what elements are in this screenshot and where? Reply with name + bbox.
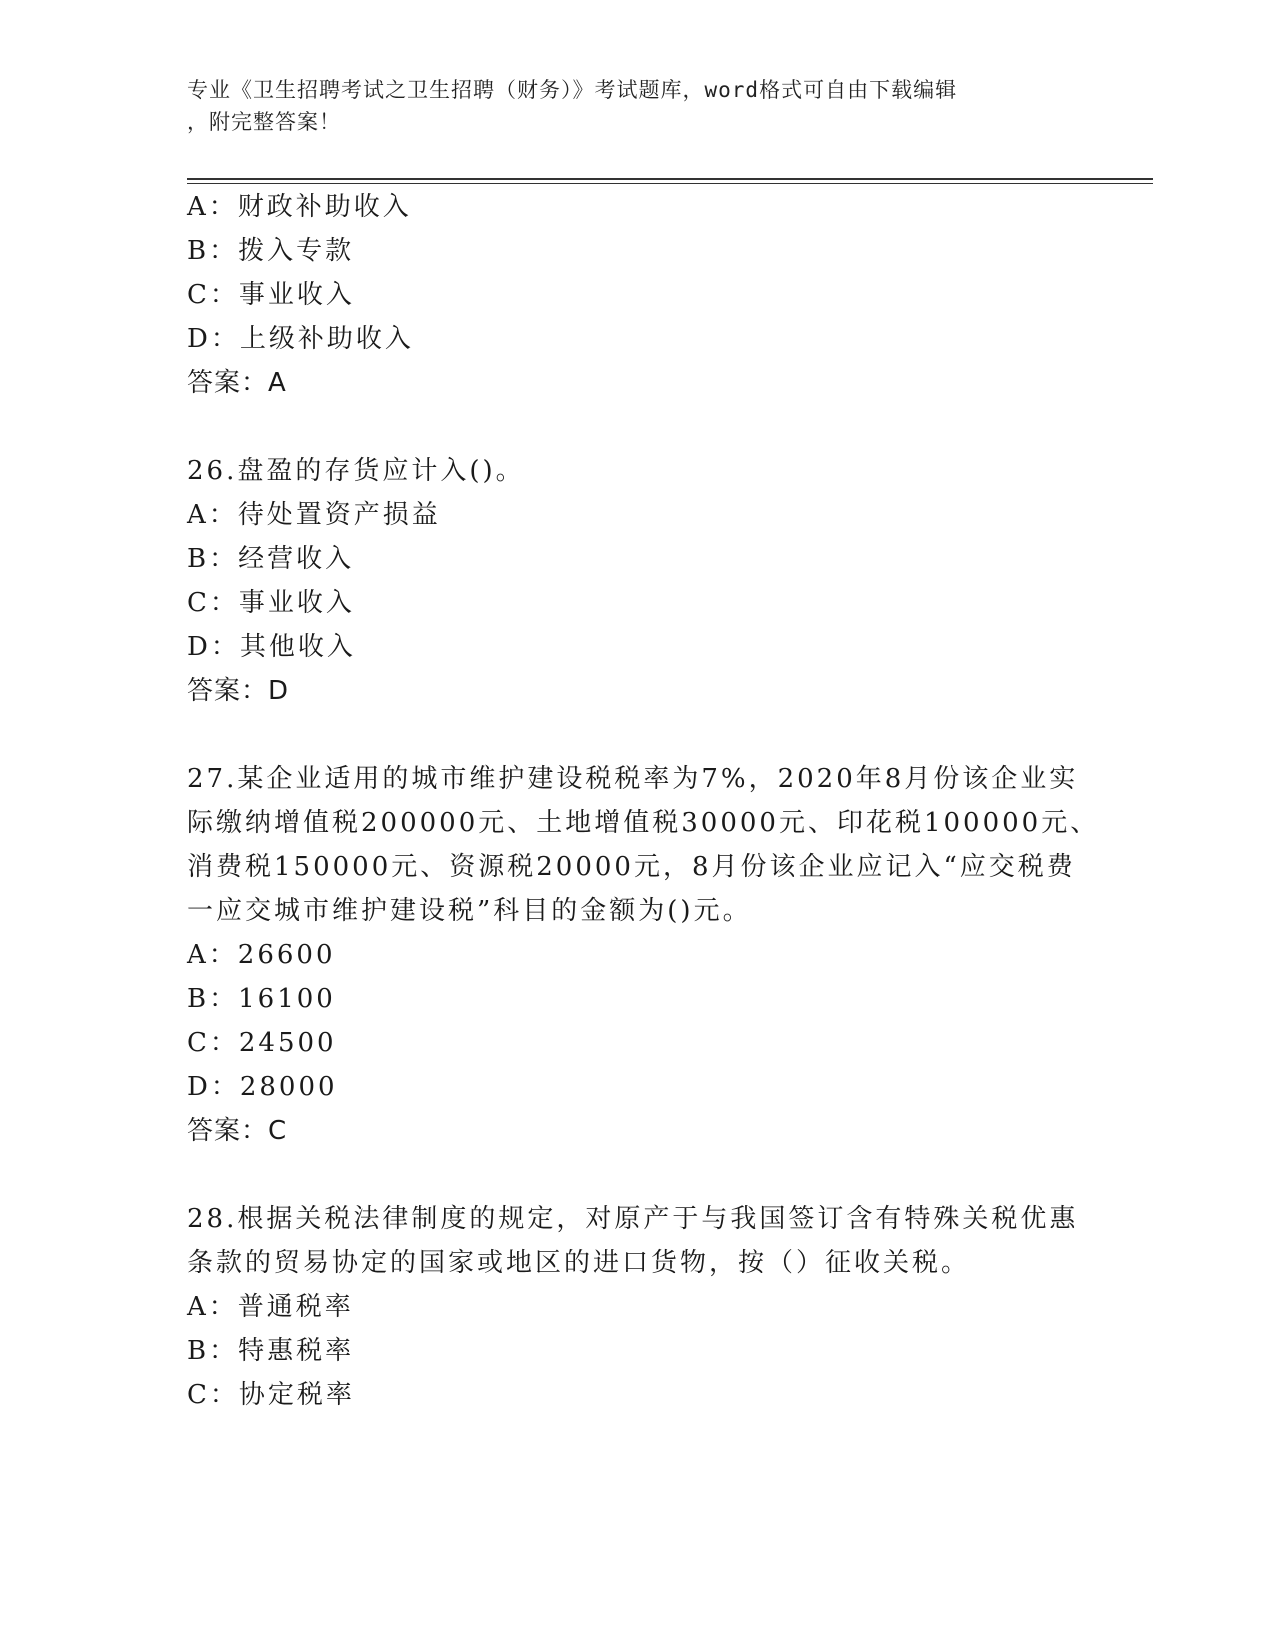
header-line-2: ，附完整答案！ <box>187 110 341 134</box>
q25-answer: 答案：A <box>187 368 287 398</box>
q28-stem-line-1: 28.根据关税法律制度的规定，对原产于与我国签订含有特殊关税优惠 <box>187 1204 1079 1234</box>
q26-option-b: B：经营收入 <box>187 544 355 574</box>
q25-option-d: D：上级补助收入 <box>187 324 414 354</box>
document-header <box>187 74 1087 138</box>
q27-stem-line-4: 一应交城市维护建设税”科目的金额为()元。 <box>187 896 752 926</box>
q26-option-c: C：事业收入 <box>187 588 355 618</box>
q27-option-a: A：26600 <box>187 940 336 970</box>
q27-stem-line-3: 消费税150000元、资源税20000元，8月份该企业应记入“应交税费 <box>187 852 1076 882</box>
q26-option-d: D：其他收入 <box>187 632 356 662</box>
q27-stem-line-1: 27.某企业适用的城市维护建设税税率为7%，2020年8月份该企业实 <box>187 764 1079 794</box>
header-divider-thin <box>187 183 1153 184</box>
q26-answer: 答案：D <box>187 676 290 706</box>
q26-stem: 26.盘盈的存货应计入()。 <box>187 456 525 486</box>
q25-option-a: A：财政补助收入 <box>187 192 412 222</box>
q27-answer: 答案：C <box>187 1116 288 1146</box>
header-divider-thick <box>187 178 1153 180</box>
header-line-1: 专业《卫生招聘考试之卫生招聘（财务）》考试题库，word格式可自由下载编辑 <box>187 78 958 102</box>
q28-option-b: B：特惠税率 <box>187 1336 355 1366</box>
q27-option-d: D：28000 <box>187 1072 338 1102</box>
q28-stem-line-2: 条款的贸易协定的国家或地区的进口货物，按（）征收关税。 <box>187 1248 971 1278</box>
q27-stem-line-2: 际缴纳增值税200000元、土地增值税30000元、印花税100000元、 <box>187 808 1100 838</box>
q25-option-c: C：事业收入 <box>187 280 355 310</box>
q28-option-a: A：普通税率 <box>187 1292 354 1322</box>
q27-option-b: B：16100 <box>187 984 336 1014</box>
q25-option-b: B：拨入专款 <box>187 236 355 266</box>
q28-option-c: C：协定税率 <box>187 1380 355 1410</box>
q27-option-c: C：24500 <box>187 1028 337 1058</box>
q26-option-a: A：待处置资产损益 <box>187 500 441 530</box>
